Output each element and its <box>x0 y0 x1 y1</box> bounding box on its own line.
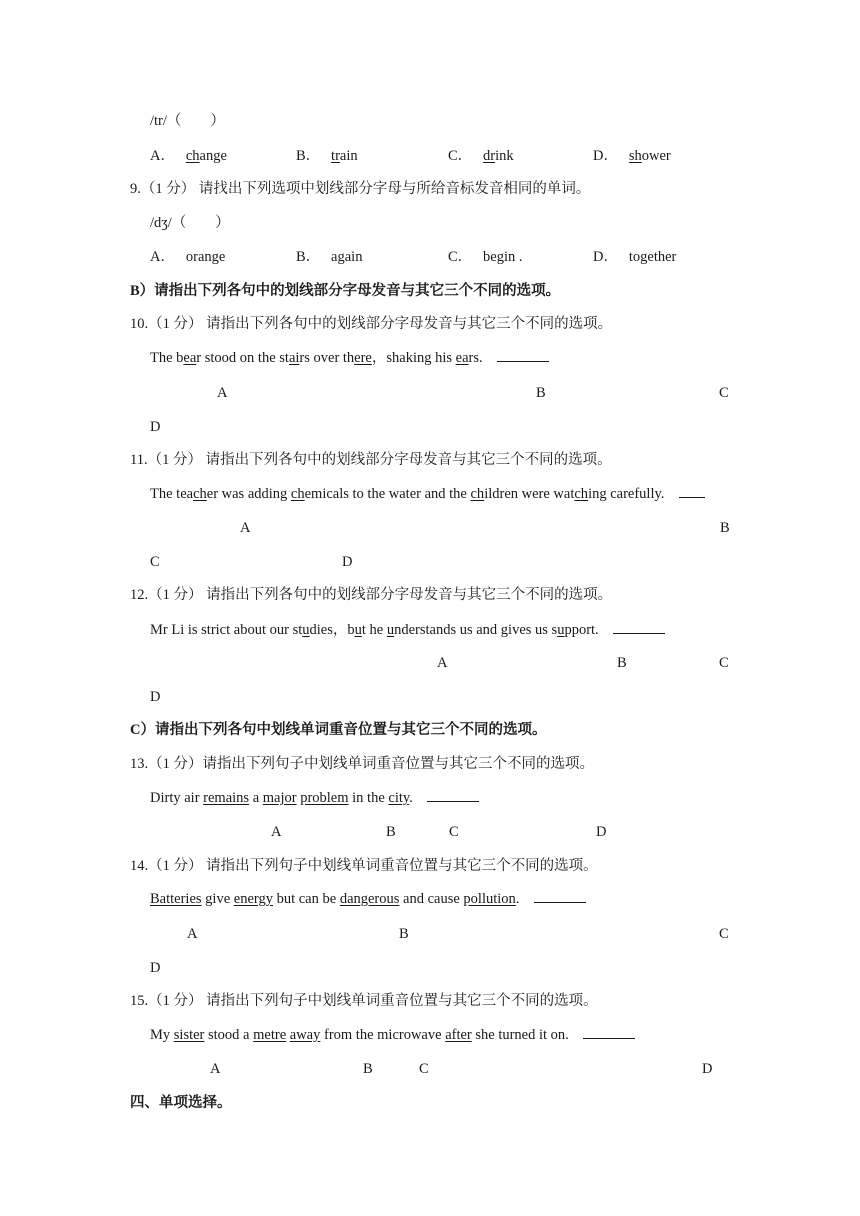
q10-label-c: C <box>719 385 729 401</box>
q14-sentence: Batteries give energy but can be dangerous and cause pollution. <box>150 890 586 908</box>
q11-label-b: B <box>720 520 730 536</box>
q11-label-d: D <box>342 554 353 570</box>
q11-sentence: The teacher was adding chemicals to the water and the children were watching carefully. <box>150 485 705 503</box>
q14-label-a: A <box>187 926 198 942</box>
q12-label-a: A <box>437 655 448 671</box>
answer-blank[interactable] <box>679 485 705 498</box>
q8-option-d: D． shower <box>593 148 671 164</box>
q12-label-b: B <box>617 655 627 671</box>
q10-label-d: D <box>150 419 161 435</box>
answer-blank[interactable] <box>613 621 665 634</box>
q11-label-a: A <box>240 520 251 536</box>
q11-label-c: C <box>150 554 160 570</box>
q10-label-b: B <box>536 385 546 401</box>
section-4-heading: 四、单项选择。 <box>130 1095 232 1111</box>
q9-phonetic: /dʒ/（ ） <box>150 215 230 231</box>
q12-label-c: C <box>719 655 729 671</box>
q9-header: 9.（1 分） 请找出下列选项中划线部分字母与所给音标发音相同的单词。 <box>130 181 591 197</box>
q12-label-d: D <box>150 689 161 705</box>
q14-label-d: D <box>150 960 161 976</box>
answer-blank[interactable] <box>497 349 549 362</box>
q13-label-a: A <box>271 824 282 840</box>
q15-header: 15.（1 分） 请指出下列句子中划线单词重音位置与其它三个不同的选项。 <box>130 993 598 1009</box>
q15-label-d: D <box>702 1061 713 1077</box>
q13-label-b: B <box>386 824 396 840</box>
q9-option-b: B． again <box>296 249 363 265</box>
q10-label-a: A <box>217 385 228 401</box>
q8-option-c: C． drink <box>448 148 514 164</box>
q9-option-a: A． orange <box>150 249 226 265</box>
q14-label-b: B <box>399 926 409 942</box>
q14-header: 14.（1 分） 请指出下列句子中划线单词重音位置与其它三个不同的选项。 <box>130 858 598 874</box>
q11-header: 11.（1 分） 请指出下列各句中的划线部分字母发音与其它三个不同的选项。 <box>130 452 612 468</box>
q9-option-c: C． begin . <box>448 249 523 265</box>
section-c-heading: C）请指出下列各句中划线单词重音位置与其它三个不同的选项。 <box>130 722 547 738</box>
q15-label-a: A <box>210 1061 221 1077</box>
q13-header: 13.（1 分）请指出下列句子中划线单词重音位置与其它三个不同的选项。 <box>130 756 594 772</box>
q12-header: 12.（1 分） 请指出下列各句中的划线部分字母发音与其它三个不同的选项。 <box>130 587 613 603</box>
answer-blank[interactable] <box>427 789 479 802</box>
q10-sentence: The bear stood on the stairs over there，shaking his ears. <box>150 349 549 367</box>
q8-option-b: B． train <box>296 148 358 164</box>
q13-label-c: C <box>449 824 459 840</box>
q10-header: 10.（1 分） 请指出下列各句中的划线部分字母发音与其它三个不同的选项。 <box>130 316 613 332</box>
q12-sentence: Mr Li is strict about our studies，but he understands us and gives us support. <box>150 621 665 639</box>
q13-label-d: D <box>596 824 607 840</box>
q15-label-b: B <box>363 1061 373 1077</box>
answer-blank[interactable] <box>534 890 586 903</box>
q15-sentence: My sister stood a metre away from the microwave after she turned it on. <box>150 1026 635 1044</box>
q14-label-c: C <box>719 926 729 942</box>
q15-label-c: C <box>419 1061 429 1077</box>
q8-phonetic: /tr/（ ） <box>150 113 225 129</box>
q9-option-d: D． together <box>593 249 677 265</box>
q8-option-a: A． change <box>150 148 227 164</box>
q13-sentence: Dirty air remains a major problem in the city. <box>150 789 479 807</box>
section-b-heading: B）请指出下列各句中的划线部分字母发音与其它三个不同的选项。 <box>130 283 561 299</box>
answer-blank[interactable] <box>583 1026 635 1039</box>
